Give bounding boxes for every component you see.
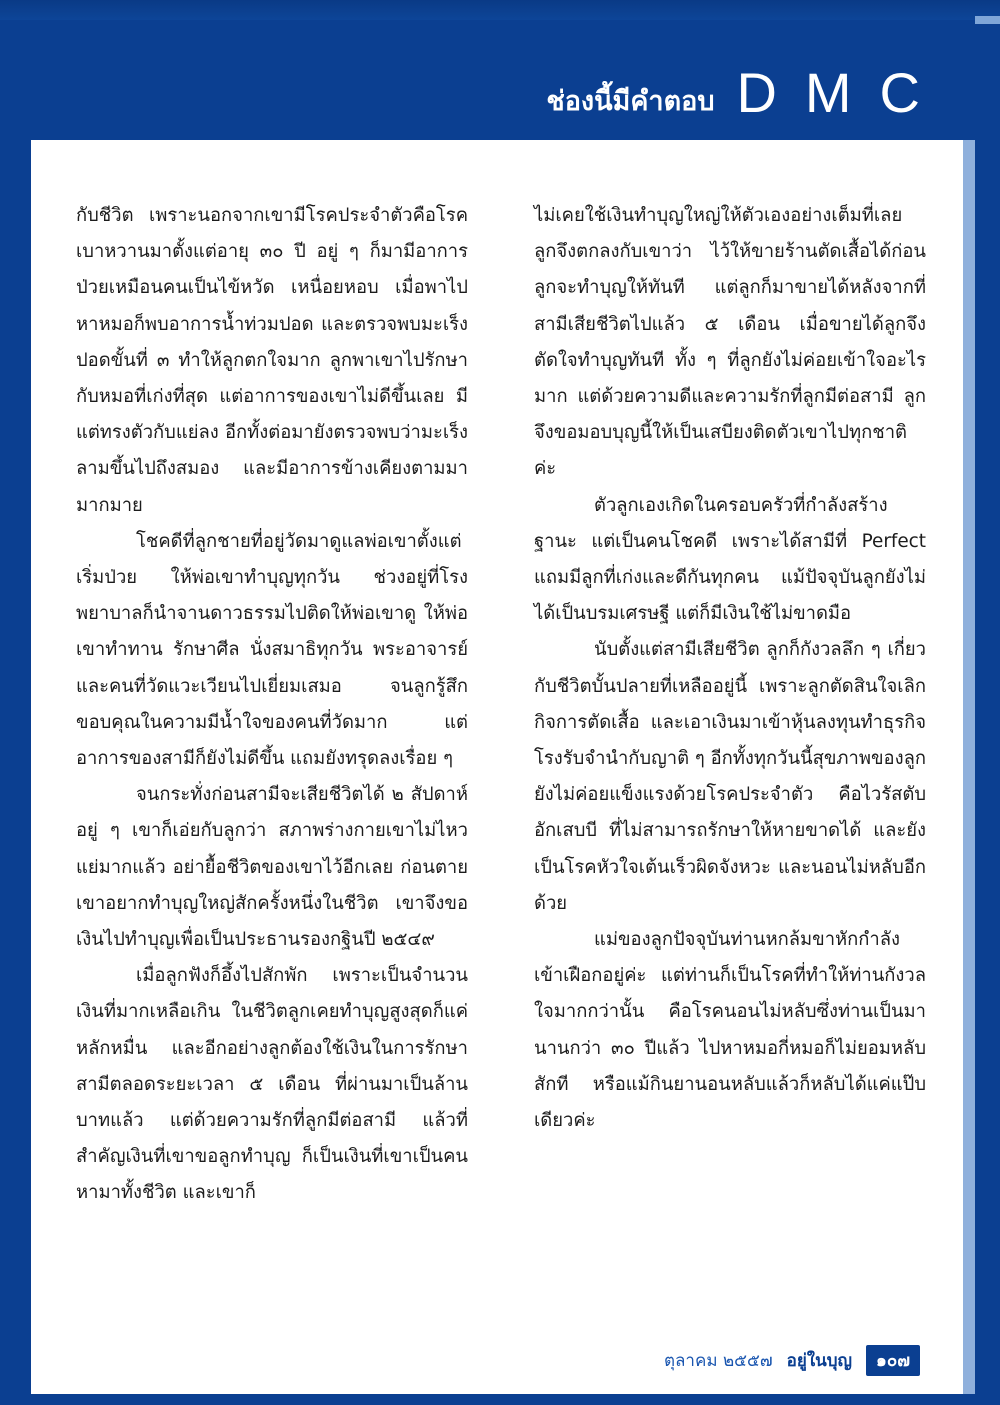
bottom-edge-bar — [31, 1394, 975, 1405]
top-accent-bar — [975, 16, 1000, 24]
article-right-column — [534, 198, 926, 1318]
page-footer — [664, 1345, 920, 1375]
top-banner-strip — [0, 0, 1000, 20]
section-brand-dmc: DMC — [736, 60, 948, 124]
article-paragraph: ไม่เคยใช้เงินทำบุญใหญ่ให้ตัวเองอย่างเต็มที่เลย ลูกจึงตกลงกับเขาว่า ไว้ให้ขายร้านตัดเสื้อได้ก่อน ลูกจะทำบุญให้ทันที แต่ลูกก็มาขายได้หลังจากที่สามีเสียชีวิตไปแล้ว ๕ เดือน เมื่อขายได้ลูกจึงตัดใจทำบุญทันที ทั้ง ๆ ที่ลูกยังไม่ค่อยเข้าใจอะไรมาก แต่ด้วยความดีและความรักที่ลูกมีต่อสามี ลูกจึงขอมอบบุญนี้ให้เป็นเสบียงติดตัวเขาไปทุกชาติค่ะ — [534, 205, 926, 480]
article-paragraph: กับชีวิต เพราะนอกจากเขามีโรคประจำตัวคือโรคเบาหวานมาตั้งแต่อายุ ๓๐ ปี อยู่ ๆ ก็มามีอาการป่วยเหมือนคนเป็นไข้หวัด เหนื่อยหอบ เมื่อพาไปหาหมอก็พบอาการน้ำท่วมปอด และตรวจพบมะเร็งปอดขั้นที่ ๓ ทำให้ลูกตกใจมาก ลูกพาเขาไปรักษากับหมอที่เก่งที่สุด แต่อาการของเขาไม่ดีขึ้นเลย มีแต่ทรงตัวกับแย่ลง อีกทั้งต่อมายังตรวจพบว่ามะเร็งลามขึ้นไปถึงสมอง และมีอาการข้างเคียงตามมามากมาย — [76, 205, 468, 516]
article-paragraph: เมื่อลูกฟังก็อึ้งไปสักพัก เพราะเป็นจำนวนเงินที่มากเหลือเกิน ในชีวิตลูกเคยทำบุญสูงสุดก็แค่หลักหมื่น และอีกอย่างลูกต้องใช้เงินในการรักษาสามีตลอดระยะเวลา ๕ เดือน ที่ผ่านมาเป็นล้านบาทแล้ว แต่ด้วยความรักที่ลูกมีต่อสามี แล้วที่สำคัญเงินที่เขาขอลูกทำบุญ ก็เป็นเงินที่เขาเป็นคนหามาทั้งชีวิต และเขาก็ — [76, 965, 468, 1204]
magazine-name: อยู่ในบุญ — [786, 1350, 853, 1371]
article-paragraph: ตัวลูกเองเกิดในครอบครัวที่กำลังสร้างฐานะ แต่เป็นคนโชคดี เพราะได้สามีที่ Perfect แถมมีลูกที่เก่งและดีกันทุกคน แม้ปัจจุบันลูกยังไม่ได้เป็นบรมเศรษฐี แต่ก็มีเงินใช้ไม่ขาดมือ — [534, 494, 926, 625]
article-paragraph: โชคดีที่ลูกชายที่อยู่วัดมาดูแลพ่อเขาตั้งแต่เริ่มป่วย ให้พ่อเขาทำบุญทุกวัน ช่วงอยู่ที่โรงพยาบาลก็นำจานดาวธรรมไปติดให้พ่อเขาดู ให้พ่อเขาทำทาน รักษาศีล นั่งสมาธิทุกวัน พระอาจารย์และคนที่วัดแวะเวียนไปเยี่ยมเสมอ จนลูกรู้สึกขอบคุณในความมีน้ำใจของคนที่วัดมาก แต่อาการของสามีก็ยังไม่ดีขึ้น แถมยังทรุดลงเรื่อย ๆ — [76, 530, 468, 770]
section-header — [546, 52, 948, 132]
right-edge-bar — [963, 140, 975, 1394]
issue-date: ตุลาคม ๒๕๕๗ — [663, 1350, 773, 1371]
section-title-thai: ช่องนี้มีคำตอบ — [546, 85, 715, 117]
article-body — [76, 198, 926, 1318]
article-paragraph: จนกระทั่งก่อนสามีจะเสียชีวิตได้ ๒ สัปดาห์ อยู่ ๆ เขาก็เอ่ยกับลูกว่า สภาพร่างกายเขาไม่ไหว แย่มากแล้ว อย่ายื้อชีวิตของเขาไว้อีกเลย ก่อนตายเขาอยากทำบุญใหญ่สักครั้งหนึ่งในชีวิต เขาจึงขอเงินไปทำบุญเพื่อเป็นประธานรองกฐินปี ๒๕๔๙ — [76, 784, 468, 951]
article-paragraph: แม่ของลูกปัจจุบันท่านหกล้มขาหักกำลังเข้าเฝือกอยู่ค่ะ แต่ท่านก็เป็นโรคที่ทำให้ท่านกังวลใจมากกว่านั้น คือโรคนอนไม่หลับซึ่งท่านเป็นมานานกว่า ๓๐ ปีแล้ว ไปหาหมอกี่หมอก็ไม่ยอมหลับสักที หรือแม้กินยานอนหลับแล้วก็หลับได้แค่แป๊บเดียวค่ะ — [534, 929, 926, 1132]
article-paragraph: นับตั้งแต่สามีเสียชีวิต ลูกก็กังวลลึก ๆ เกี่ยวกับชีวิตบั้นปลายที่เหลืออยู่นี้ เพราะลูกตัดสินใจเลิกกิจการตัดเสื้อ และเอาเงินมาเข้าหุ้นลงทุนทำธุรกิจโรงรับจำนำกับญาติ ๆ อีกทั้งทุกวันนี้สุขภาพของลูกยังไม่ค่อยแข็งแรงด้วยโรคประจำตัว คือไวรัสตับอักเสบบี ที่ไม่สามารถรักษาให้หายขาดได้ และยังเป็นโรคหัวใจเต้นเร็วผิดจังหวะ และนอนไม่หลับอีกด้วย — [534, 639, 926, 914]
article-left-column — [76, 198, 468, 1318]
page-number: ๑๐๗ — [866, 1345, 920, 1376]
